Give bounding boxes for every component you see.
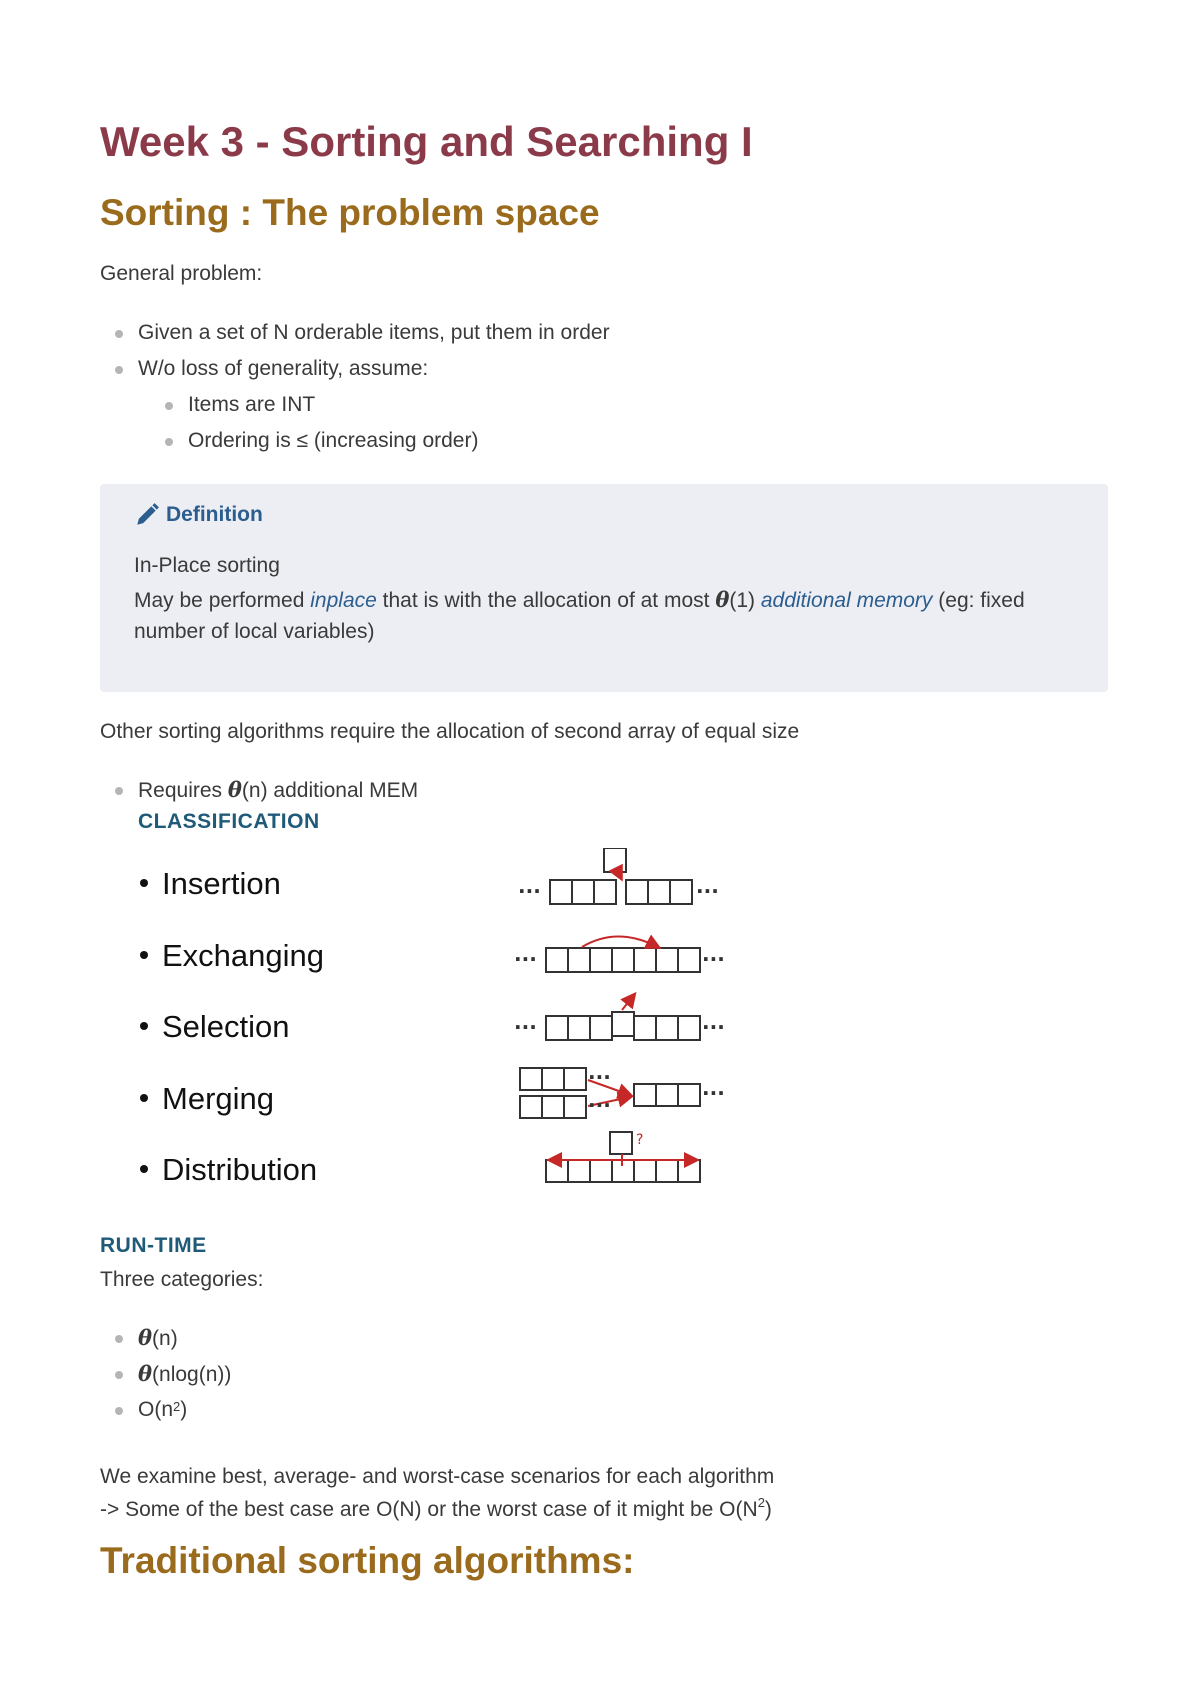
classification-item-merging <box>140 1081 274 1117</box>
definition-body-line: number of local variables) <box>134 620 375 643</box>
superscript: 2 <box>173 1399 181 1414</box>
classification-item-selection <box>140 1009 290 1045</box>
list-item <box>100 772 418 808</box>
list-item <box>100 1320 231 1356</box>
theta-symbol: θ <box>227 777 242 802</box>
exchanging-diagram <box>546 937 700 973</box>
text-segment: that is with the allocation of at most <box>376 589 716 612</box>
question-mark: ? <box>636 1132 644 1148</box>
theta-symbol: θ <box>715 587 730 612</box>
problem-bullet-list <box>100 315 610 459</box>
theta-symbol: θ <box>138 1325 153 1350</box>
definition-callout <box>100 484 1108 692</box>
section-heading-problem-space: Sorting : The problem space <box>100 192 600 233</box>
ellipsis-right: ··· <box>702 1081 725 1105</box>
distribution-diagram <box>546 1132 700 1182</box>
pencil-icon <box>134 502 160 528</box>
item-label: Exchanging <box>162 938 325 973</box>
text-segment: (nlog(n)) <box>152 1363 232 1386</box>
list-item <box>100 1356 231 1392</box>
ellipsis-upper: ··· <box>588 1065 611 1089</box>
insertion-diagram <box>550 848 692 904</box>
bullet-icon <box>140 1022 148 1030</box>
ellipsis-right: ··· <box>696 879 719 903</box>
list-item: Items are INT <box>100 387 610 423</box>
classification-item-exchanging <box>140 938 324 974</box>
list-item: Ordering is ≤ (increasing order) <box>100 423 610 459</box>
list-item <box>100 1392 231 1428</box>
text-segment: ) <box>180 1398 188 1421</box>
general-problem-label: General problem: <box>100 262 263 285</box>
text-segment: (1) <box>729 589 761 612</box>
list-item: Given a set of N orderable items, put them in order <box>100 315 610 351</box>
inplace-term: inplace <box>310 589 377 612</box>
item-label: Insertion <box>162 866 281 901</box>
bullet-icon <box>140 879 148 887</box>
text-segment: (eg: fixed <box>932 589 1025 612</box>
best-worst-case-text <box>100 1495 772 1522</box>
other-algorithms-text: Other sorting algorithms require the allocation of second array of equal size <box>100 720 800 743</box>
list-item: W/o loss of generality, assume: <box>100 351 610 387</box>
bullet-icon <box>140 1094 148 1102</box>
bullet-icon <box>140 951 148 959</box>
requires-bullet-list <box>100 772 418 808</box>
examine-text: We examine best, average- and worst-case scenarios for each algorithm <box>100 1465 775 1488</box>
text-segment: ) <box>764 1498 772 1521</box>
text-segment: -> Some of the best case are O(N) or the worst case of it might be O(N <box>100 1498 758 1521</box>
item-label: Distribution <box>162 1152 318 1187</box>
superscript: 2 <box>757 1495 765 1510</box>
text-segment: (n) additional MEM <box>241 779 419 802</box>
definition-body-line <box>134 587 1025 613</box>
definition-term: In-Place sorting <box>134 554 280 577</box>
item-label: Selection <box>162 1009 290 1044</box>
theta-symbol: θ <box>138 1361 153 1386</box>
text-segment: O(n <box>138 1398 174 1421</box>
selection-diagram <box>546 995 700 1040</box>
runtime-label: RUN-TIME <box>100 1234 207 1257</box>
additional-memory-term: additional memory <box>760 589 933 612</box>
classification-label: CLASSIFICATION <box>138 810 320 833</box>
classification-item-insertion <box>140 866 281 902</box>
definition-title <box>134 502 263 528</box>
page-title: Week 3 - Sorting and Searching I <box>100 118 753 165</box>
ellipsis-lower: ··· <box>588 1093 611 1117</box>
ellipsis-left: ··· <box>514 947 537 971</box>
ellipsis-left: ··· <box>518 879 541 903</box>
section-heading-traditional: Traditional sorting algorithms: <box>100 1540 635 1581</box>
ellipsis-right: ··· <box>702 947 725 971</box>
item-label: Merging <box>162 1081 274 1116</box>
ellipsis-left: ··· <box>514 1015 537 1039</box>
runtime-bullet-list <box>100 1320 231 1428</box>
ellipsis-right: ··· <box>702 1015 725 1039</box>
three-categories-label: Three categories: <box>100 1268 264 1291</box>
bullet-icon <box>140 1165 148 1173</box>
sorting-class-diagrams <box>510 848 840 1198</box>
text-segment: Requires <box>138 779 228 802</box>
text-segment: May be performed <box>134 589 311 612</box>
classification-item-distribution <box>140 1152 317 1188</box>
classification-figure <box>100 848 860 1198</box>
text-segment: (n) <box>152 1327 178 1350</box>
definition-title-text: Definition <box>166 503 263 526</box>
